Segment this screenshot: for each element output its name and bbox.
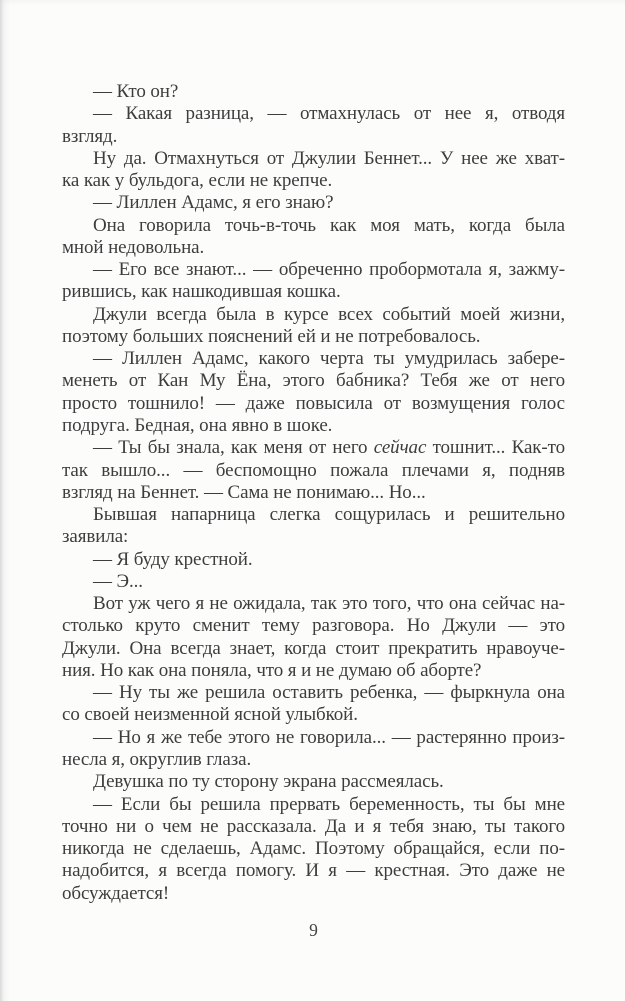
text-line	[62, 393, 565, 415]
text-run: просто тошнило! — даже повысила от возмущения голос	[62, 392, 565, 414]
text-line	[62, 237, 565, 259]
paragraph	[62, 192, 565, 214]
paragraph	[62, 794, 565, 905]
paragraph	[62, 437, 565, 504]
page-number: 9	[309, 920, 318, 940]
text-line	[62, 704, 565, 726]
text-run: столько круто сменит тему разговора. Но Джули — это	[62, 615, 565, 637]
text-line	[62, 838, 565, 860]
paragraph	[62, 148, 565, 193]
text-run: тошнит... Как-то	[426, 437, 565, 459]
text-run: подруга. Бедная, она явно в шоке.	[62, 414, 333, 436]
text-line	[62, 348, 565, 370]
text-line	[62, 281, 565, 303]
text-run: — Э...	[93, 570, 143, 592]
text-run: Джули всегда была в курсе всех событий моей жизни,	[93, 303, 565, 325]
paragraph	[62, 549, 565, 571]
text-run: — Какая разница, — отмахнулась от нее я, отводя	[93, 103, 565, 125]
text-line	[62, 615, 565, 637]
text-run: — Лиллен Адамс, какого черта ты умудрилась забере-	[93, 348, 565, 370]
text-line	[62, 370, 565, 392]
text-line	[62, 571, 565, 593]
text-line	[62, 638, 565, 660]
paragraph	[62, 504, 565, 549]
italic-text: сейчас	[373, 437, 427, 459]
text-line	[62, 816, 565, 838]
text-run: Бывшая напарница слегка сощурилась и решительно	[93, 504, 565, 526]
paragraph	[62, 103, 565, 148]
text-block	[62, 81, 565, 905]
text-line	[62, 860, 565, 882]
text-line	[62, 883, 565, 905]
text-run: Вот уж чего я не ожидала, так это того, что она сейчас на-	[93, 593, 565, 615]
text-run: Джули. Она всегда знает, когда стоит прекратить нравоуче-	[62, 637, 565, 659]
paragraph	[62, 771, 565, 793]
text-line	[62, 749, 565, 771]
text-run: точно ни о чем не рассказала. Да и я тебя знаю, ты такого	[62, 815, 565, 837]
text-run: — Кто он?	[93, 81, 179, 102]
text-run: Ну да. Отмахнуться от Джулии Беннет... У нее же хват-	[93, 147, 565, 169]
text-line	[62, 215, 565, 237]
paragraph	[62, 348, 565, 437]
text-run: мной недовольна.	[62, 236, 205, 258]
text-line	[62, 304, 565, 326]
text-line	[62, 192, 565, 214]
text-line	[62, 126, 565, 148]
text-run: Девушка по ту сторону экрана рассмеялась.	[93, 771, 444, 793]
text-run: взгляд на Беннет. — Сама не понимаю... Но...	[62, 481, 426, 503]
text-line	[62, 727, 565, 749]
text-line	[62, 660, 565, 682]
text-run: взгляд.	[62, 125, 118, 147]
paragraph	[62, 727, 565, 772]
text-run: обсуждается!	[62, 882, 170, 904]
text-line	[62, 682, 565, 704]
text-run: заявила:	[62, 526, 129, 548]
text-line	[62, 170, 565, 192]
text-run: надобится, я всегда помогу. И я — крестная. Это даже не	[62, 860, 565, 882]
text-run: — Если бы решила прервать беременность, ты бы мне	[93, 793, 565, 815]
text-line	[62, 482, 565, 504]
text-line	[62, 148, 565, 170]
text-line	[62, 771, 565, 793]
text-run: Она говорила точь-в-точь как моя мать, когда была	[93, 214, 565, 236]
text-line	[62, 81, 565, 103]
text-run: поэтому больших пояснений ей и не потребовалось.	[62, 325, 481, 347]
text-run: ния. Но как она поняла, что я и не думаю об аборте?	[62, 659, 482, 681]
text-run: никогда не сделаешь, Адамс. Поэтому обращайся, если по-	[62, 838, 565, 860]
text-run: — Его все знают... — обреченно пробормотала я, зажму-	[93, 259, 565, 281]
paragraph	[62, 81, 565, 103]
text-line	[62, 259, 565, 281]
text-line	[62, 415, 565, 437]
text-run: — Ты бы знала, как меня от него	[93, 437, 374, 459]
paragraph	[62, 304, 565, 349]
text-run: рившись, как нашкодившая кошка.	[62, 281, 341, 303]
text-run: несла я, округлив глаза.	[62, 748, 252, 770]
paragraph	[62, 593, 565, 682]
text-run: со своей неизменной ясной улыбкой.	[62, 704, 358, 726]
paragraph	[62, 682, 565, 727]
text-line	[62, 103, 565, 125]
text-line	[62, 549, 565, 571]
text-run: — Я буду крестной.	[93, 548, 253, 570]
text-line	[62, 437, 565, 459]
text-line	[62, 593, 565, 615]
text-run: — Ну ты же решила оставить ребенка, — фыркнула она	[93, 682, 565, 704]
text-line	[62, 460, 565, 482]
text-run: так вышло... — беспомощно пожала плечами я, подняв	[62, 459, 565, 481]
paragraph	[62, 571, 565, 593]
text-run: — Лиллен Адамс, я его знаю?	[93, 192, 334, 214]
text-line	[62, 504, 565, 526]
paragraph	[62, 259, 565, 304]
text-line	[62, 526, 565, 548]
paragraph	[62, 215, 565, 260]
text-run: ка как у бульдога, если не крепче.	[62, 170, 333, 192]
text-line	[62, 326, 565, 348]
text-run: менеть от Кан Му Ёна, этого бабника? Тебя же от него	[62, 370, 565, 392]
text-line	[62, 794, 565, 816]
text-run: — Но я же тебе этого не говорила... — растерянно произ-	[93, 726, 565, 748]
